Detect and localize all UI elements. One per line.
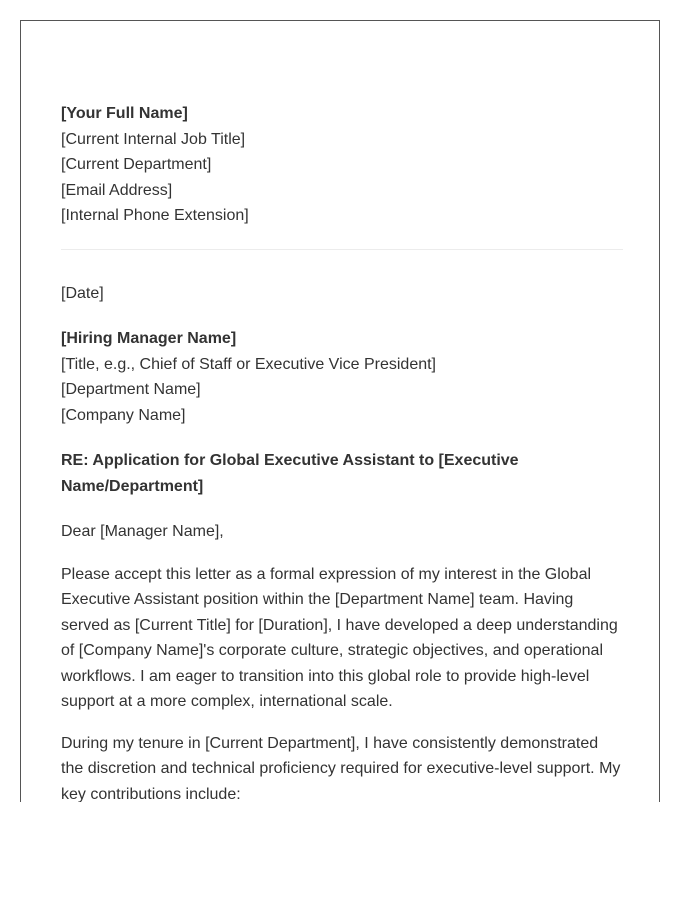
recipient-department: [Department Name] <box>61 381 201 398</box>
salutation: Dear [Manager Name], <box>61 523 224 540</box>
header-divider <box>61 249 623 250</box>
recipient-name: [Hiring Manager Name] <box>61 330 237 347</box>
letter-content <box>61 101 623 802</box>
recipient-block <box>61 326 623 428</box>
sender-department: [Current Department] <box>61 156 212 173</box>
sender-job-title: [Current Internal Job Title] <box>61 130 246 148</box>
sender-phone: [Internal Phone Extension] <box>61 207 249 224</box>
letter-date: [Date] <box>61 284 104 302</box>
body-paragraph-1: Please accept this letter as a formal expression of my interest in the Global Executive Assistant position within the [Department Name] team. Having served as [Current Title] for [Duration], I have developed a deep understanding of [Company Name]'s corporate culture, strategic objectives, and operational workflows. I am eager to transition into this global role to provide high-level support at a more complex, international scale. <box>61 565 618 710</box>
recipient-title: [Title, e.g., Chief of Staff or Executive Vice President] <box>61 355 436 373</box>
recipient-company: [Company Name] <box>61 406 186 424</box>
sender-block <box>61 101 623 229</box>
body-paragraph-2: During my tenure in [Current Department], I have consistently demonstrated the discretion and technical proficiency required for executive-level support. My key contributions include: <box>61 734 621 802</box>
sender-email: [Email Address] <box>61 181 173 199</box>
subject-line: RE: Application for Global Executive Assistant to [Executive Name/Department] <box>61 452 519 495</box>
sender-name: [Your Full Name] <box>61 105 188 122</box>
letter-page <box>20 20 660 802</box>
